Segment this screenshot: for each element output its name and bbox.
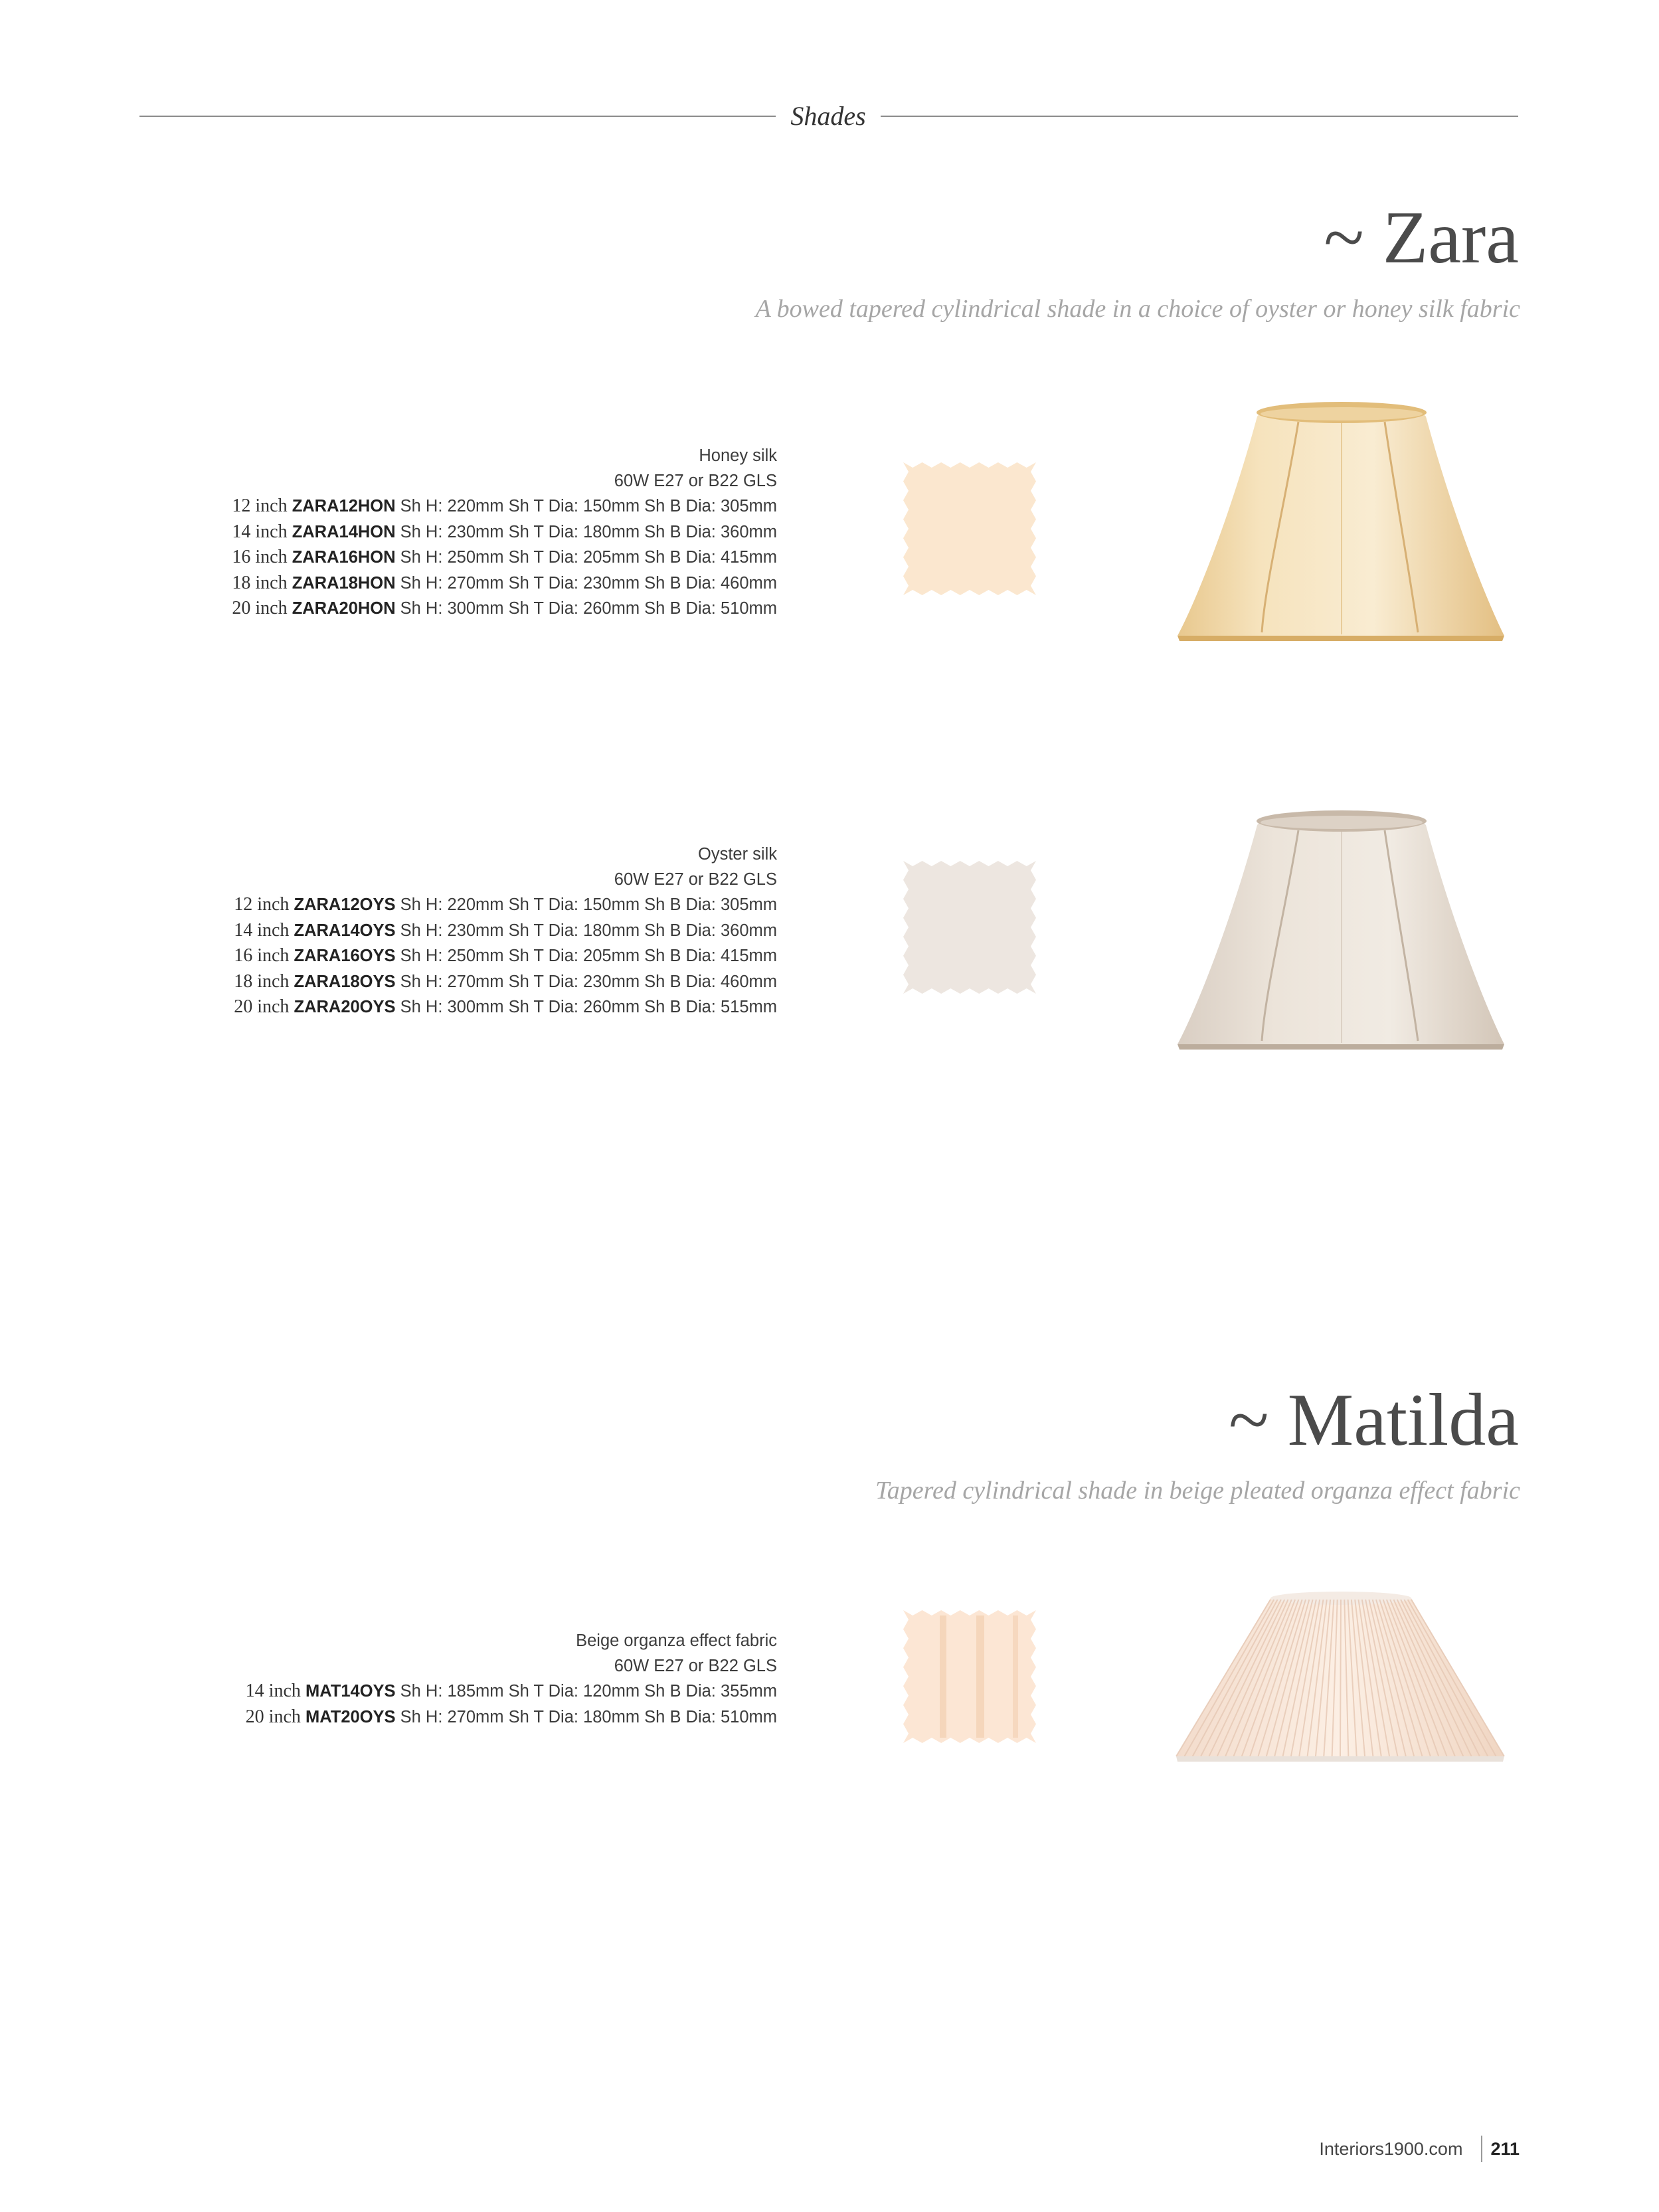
dimensions: Sh H: 220mm Sh T Dia: 150mm Sh B Dia: 305mm xyxy=(395,895,777,914)
spec-row xyxy=(246,1705,777,1730)
fabric-swatch-honey xyxy=(903,462,1036,595)
product-code: MAT20OYS xyxy=(305,1707,396,1726)
bulb-spec: 60W E27 or B22 GLS xyxy=(614,471,777,490)
size-label: 20 inch xyxy=(234,996,290,1017)
product-code: ZARA16OYS xyxy=(294,947,396,965)
spec-row xyxy=(234,892,777,918)
dimensions: Sh H: 270mm Sh T Dia: 230mm Sh B Dia: 460mm xyxy=(395,972,777,991)
website-url: Interiors1900.com xyxy=(1319,2138,1463,2159)
spec-row xyxy=(246,1679,777,1705)
bulb-spec: 60W E27 or B22 GLS xyxy=(614,1656,777,1675)
size-label: 20 inch xyxy=(245,1706,301,1727)
size-label: 12 inch xyxy=(232,496,288,516)
product-code: ZARA14OYS xyxy=(294,921,396,940)
size-label: 18 inch xyxy=(234,970,290,992)
swatch-fabric xyxy=(903,462,1036,595)
dimensions: Sh H: 250mm Sh T Dia: 205mm Sh B Dia: 415mm xyxy=(395,548,777,567)
section-title: Shades xyxy=(790,101,866,131)
size-label: 14 inch xyxy=(234,919,290,941)
size-label: 14 inch xyxy=(232,521,288,542)
fabric-name: Honey silk xyxy=(699,446,777,465)
size-label: 12 inch xyxy=(234,894,290,915)
product-subtitle-zara: A bowed tapered cylindrical shade in a choice of oyster or honey silk fabric xyxy=(755,295,1520,323)
product-code: MAT14OYS xyxy=(305,1682,396,1701)
product-code: ZARA18HON xyxy=(292,573,396,593)
swatch-fabric xyxy=(903,861,1036,994)
spec-row xyxy=(232,571,777,597)
dimensions: Sh H: 185mm Sh T Dia: 120mm Sh B Dia: 355mm xyxy=(395,1682,777,1701)
dimensions: Sh H: 300mm Sh T Dia: 260mm Sh B Dia: 515mm xyxy=(395,998,777,1016)
dimensions: Sh H: 230mm Sh T Dia: 180mm Sh B Dia: 360mm xyxy=(395,921,777,940)
size-label: 20 inch xyxy=(232,598,288,618)
spec-row xyxy=(234,969,777,995)
lamp-shade-image-oyster xyxy=(1172,805,1510,1052)
spec-row xyxy=(234,994,777,1020)
fabric-name: Oyster silk xyxy=(697,845,777,864)
dimensions: Sh H: 230mm Sh T Dia: 180mm Sh B Dia: 360mm xyxy=(395,522,777,541)
spec-block-matilda xyxy=(246,1629,777,1730)
product-code: ZARA20OYS xyxy=(294,998,396,1016)
dimensions: Sh H: 250mm Sh T Dia: 205mm Sh B Dia: 415mm xyxy=(395,947,777,965)
spec-block-zara-oyster xyxy=(234,842,777,1020)
page-number: 211 xyxy=(1490,2138,1520,2159)
spec-row xyxy=(232,519,777,545)
spec-row xyxy=(232,596,777,622)
spec-block-zara-honey xyxy=(232,444,777,622)
section-header xyxy=(139,100,1518,133)
fabric-name: Beige organza effect fabric xyxy=(576,1631,777,1650)
dimensions: Sh H: 270mm Sh T Dia: 230mm Sh B Dia: 460mm xyxy=(395,573,777,593)
dimensions: Sh H: 300mm Sh T Dia: 260mm Sh B Dia: 510mm xyxy=(395,599,777,618)
lamp-shade-image-honey xyxy=(1172,397,1510,644)
size-label: 16 inch xyxy=(232,547,288,567)
bulb-spec: 60W E27 or B22 GLS xyxy=(614,870,777,889)
header-rule-right xyxy=(881,116,1518,117)
spec-row xyxy=(234,943,777,969)
product-title-zara: ~ Zara xyxy=(1324,197,1519,279)
product-code: ZARA12OYS xyxy=(294,895,396,914)
header-rule-left xyxy=(139,116,776,117)
size-label: 16 inch xyxy=(234,945,290,966)
product-subtitle-matilda: Tapered cylindrical shade in beige pleated organza effect fabric xyxy=(875,1477,1520,1505)
product-title-matilda: ~ Matilda xyxy=(1229,1379,1519,1461)
dimensions: Sh H: 270mm Sh T Dia: 180mm Sh B Dia: 510mm xyxy=(395,1707,777,1726)
fabric-swatch-beige-organza xyxy=(903,1610,1036,1743)
dimensions: Sh H: 220mm Sh T Dia: 150mm Sh B Dia: 305mm xyxy=(395,497,777,515)
spec-row xyxy=(232,494,777,519)
lamp-shade-image-matilda xyxy=(1172,1588,1510,1768)
spec-row xyxy=(234,918,777,944)
product-code: ZARA16HON xyxy=(292,548,396,567)
product-code: ZARA20HON xyxy=(292,599,396,618)
page-footer xyxy=(1319,2134,1520,2164)
product-code: ZARA12HON xyxy=(292,497,396,515)
product-code: ZARA14HON xyxy=(292,522,396,541)
footer-divider xyxy=(1481,2136,1482,2162)
size-label: 18 inch xyxy=(232,572,288,593)
size-label: 14 inch xyxy=(245,1681,301,1701)
fabric-swatch-oyster xyxy=(903,861,1036,994)
spec-row xyxy=(232,545,777,571)
product-code: ZARA18OYS xyxy=(294,972,396,991)
